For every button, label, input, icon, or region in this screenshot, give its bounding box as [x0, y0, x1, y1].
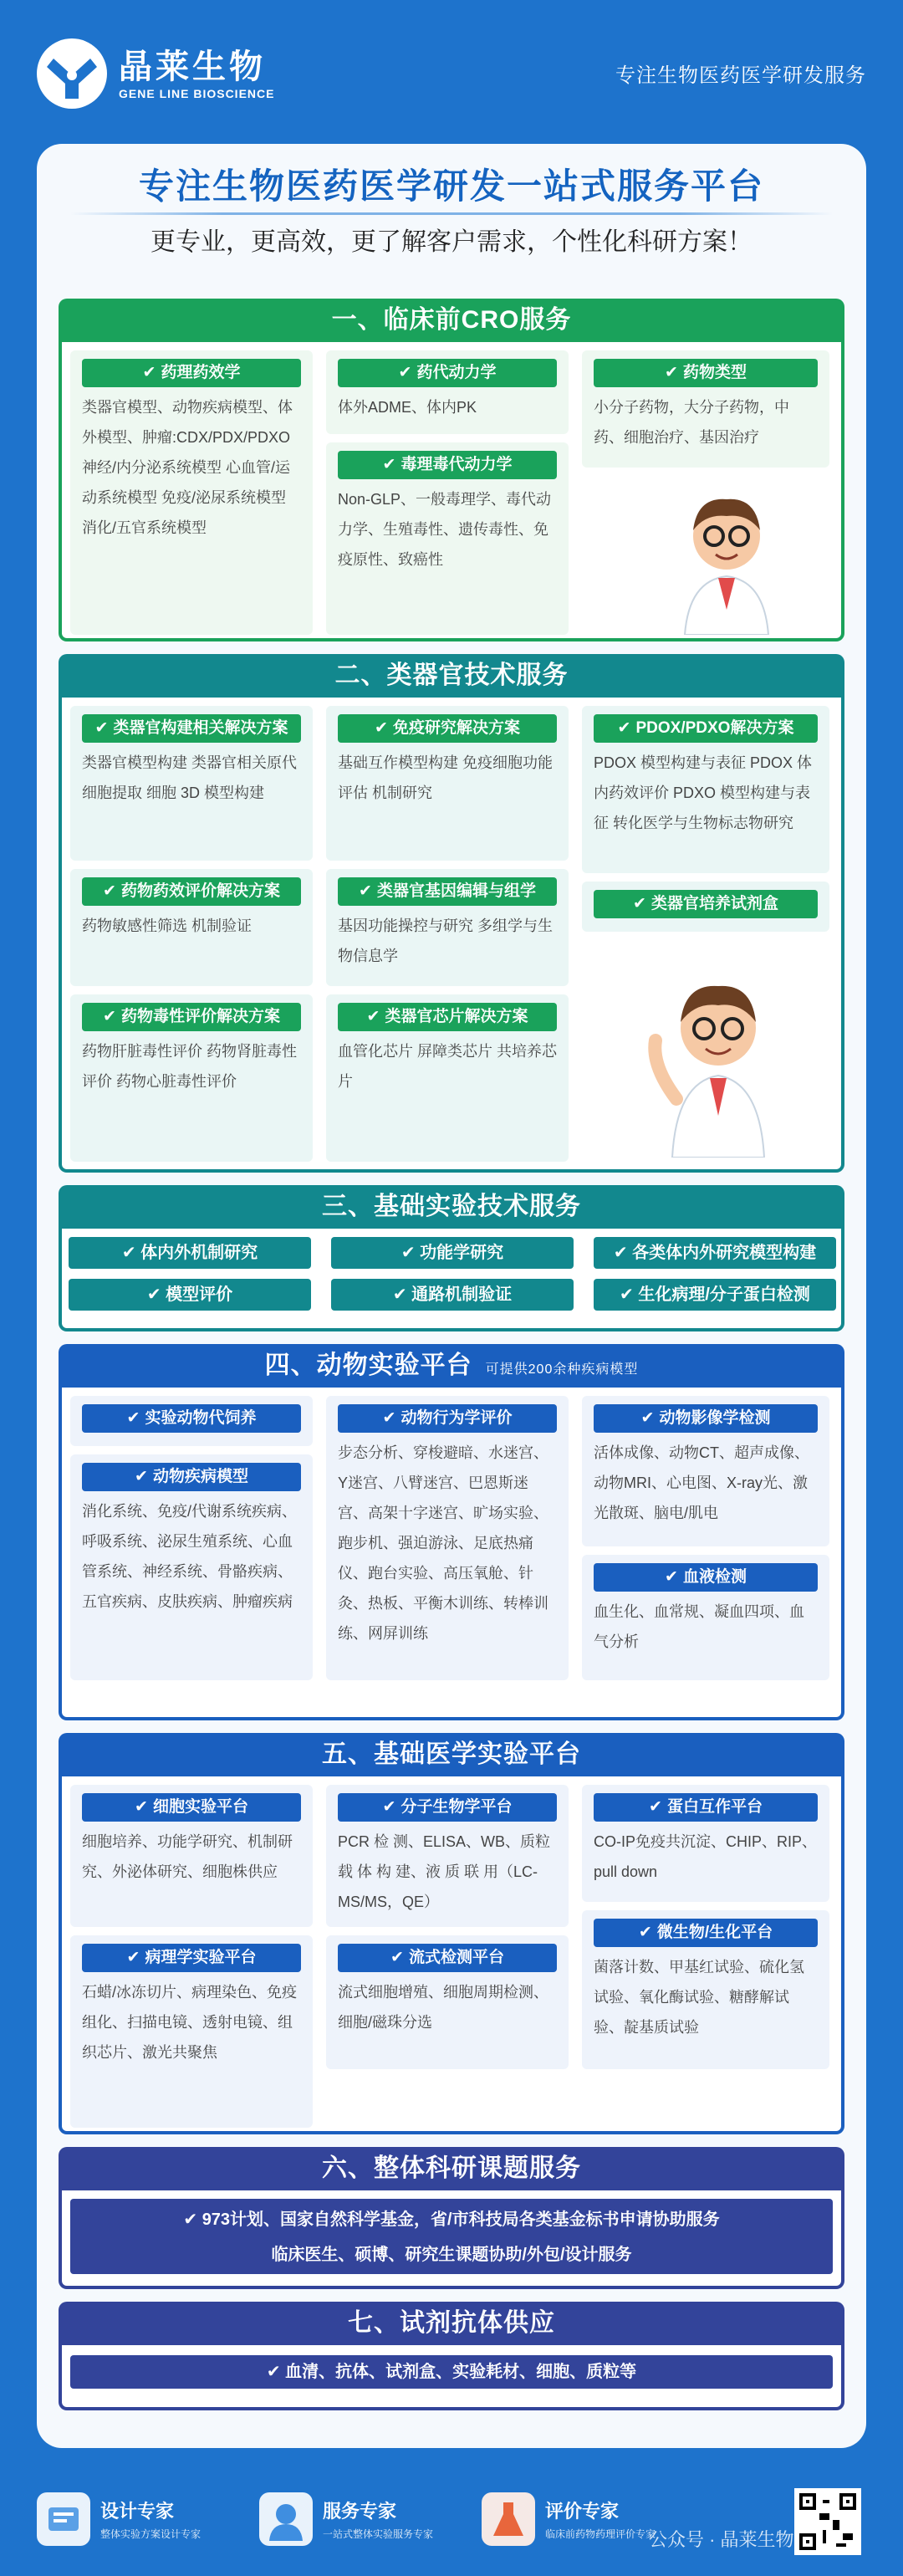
main-panel — [37, 144, 866, 2448]
card-text: 石蜡/冰冻切片、病理染色、免疫组化、扫描电镜、透射电镜、组织芯片、激光共聚焦 — [82, 1984, 297, 2061]
card-drug-types — [582, 350, 829, 468]
card-pharmacology — [70, 350, 313, 635]
tag-animal-housing[interactable]: ✔ 实验动物代饲养 — [82, 1404, 301, 1433]
card-text: PCR 检 测、ELISA、WB、质粒 载 体 构 建、液 质 联 用（LC-MS/MS，QE） — [338, 1833, 551, 1910]
check-icon: ✔ — [382, 1409, 396, 1427]
footer — [0, 2459, 903, 2576]
qr-code[interactable] — [794, 2488, 861, 2555]
card-protein — [582, 1785, 829, 1902]
check-icon: ✔ — [398, 364, 412, 381]
tag-drug-types[interactable]: ✔ 药物类型 — [594, 359, 818, 387]
check-icon: ✔ — [142, 364, 156, 381]
card-pk — [326, 350, 569, 434]
section-title: 二、类器官技术服务 — [334, 662, 569, 689]
tag-flow[interactable]: ✔ 流式检测平台 — [338, 1944, 557, 1972]
section-reagents — [59, 2302, 844, 2410]
card-text: 菌落计数、甲基红试验、硫化氢试验、氧化酶试验、糖酵解试验、靛基质试验 — [594, 1959, 804, 2036]
section-title: 七、试剂抗体供应 — [348, 2309, 555, 2337]
check-icon: ✔ — [359, 882, 372, 900]
card-immune — [326, 706, 569, 861]
card-organ-chip — [326, 994, 569, 1162]
card-text: 类器官模型构建 类器官相关原代细胞提取 细胞 3D 模型构建 — [82, 754, 297, 801]
service-btn[interactable]: ✔ 各类体内外研究模型构建 — [594, 1237, 836, 1269]
tag-pk[interactable]: ✔ 药代动力学 — [338, 359, 557, 387]
tag-organ-chip[interactable]: ✔ 类器官芯片解决方案 — [338, 1003, 557, 1031]
card-culture-kit — [582, 882, 829, 932]
service-btn[interactable]: ✔ 体内外机制研究 — [69, 1237, 311, 1269]
card-toxicity — [70, 994, 313, 1162]
service-btn[interactable]: ✔ 通路机制验证 — [331, 1279, 574, 1311]
section-basic-tech — [59, 1185, 844, 1331]
footer-sub: 临床前药物药理评价专家 — [545, 2528, 656, 2540]
card-animal-housing — [70, 1396, 313, 1446]
header — [0, 0, 903, 144]
card-imaging — [582, 1396, 829, 1546]
tag-culture-kit[interactable]: ✔ 类器官培养试剂盒 — [594, 890, 818, 918]
section-title: 三、基础实验技术服务 — [322, 1193, 581, 1220]
tag-pdox[interactable]: ✔ PDOX/PDXO解决方案 — [594, 714, 818, 743]
check-icon: ✔ — [382, 456, 396, 473]
check-icon: ✔ — [135, 1798, 148, 1816]
card-pathology — [70, 1935, 313, 2128]
check-icon: ✔ — [103, 882, 116, 900]
card-text: 活体成像、动物CT、超声成像、动物MRI、心电图、X-ray光、激光散斑、脑电/肌电 — [594, 1444, 809, 1521]
card-organoid-construction — [70, 706, 313, 861]
tag-toxicity[interactable]: ✔ 药物毒性评价解决方案 — [82, 1003, 301, 1031]
research-service-box[interactable]: ✔ 973计划、国家自然科学基金，省/市科技局各类基金标书申请协助服务 临床医生、硕博、研究生课题协助/外包/设计服务 — [70, 2199, 833, 2274]
service-btn[interactable]: ✔ 模型评价 — [69, 1279, 311, 1311]
card-toxicology — [326, 442, 569, 635]
card-text: PDOX 模型构建与表征 PDOX 体内药效评价 PDXO 模型构建与表征 转化医学与生物标志物研究 — [594, 754, 813, 831]
card-text: 药物肝脏毒性评价 药物肾脏毒性评价 药物心脏毒性评价 — [82, 1043, 297, 1090]
tag-imaging[interactable]: ✔ 动物影像学检测 — [594, 1404, 818, 1433]
section-title: 一、临床前CRO服务 — [331, 306, 572, 334]
logo-icon — [37, 38, 107, 109]
footer-title: 评价专家 — [545, 2501, 620, 2522]
doctor-illustration — [664, 484, 789, 639]
logo-cn: 晶莱生物 — [119, 49, 266, 85]
footer-title: 服务专家 — [323, 2501, 397, 2522]
section-basic-medicine — [59, 1733, 844, 2134]
tag-efficacy[interactable]: ✔ 药物药效评价解决方案 — [82, 877, 301, 906]
card-text: 细胞培养、功能学研究、机制研究、外泌体研究、细胞株供应 — [82, 1833, 293, 1880]
card-blood — [582, 1555, 829, 1680]
service-btn[interactable]: ✔ 功能学研究 — [331, 1237, 574, 1269]
footer-title: 设计专家 — [100, 2501, 175, 2522]
tag-pharmacology[interactable]: ✔ 药理药效学 — [82, 359, 301, 387]
card-text: 血生化、血常规、凝血四项、血气分析 — [594, 1603, 804, 1650]
card-text: 消化系统、免疫/代谢系统疾病、呼吸系统、泌尿生殖系统、心血管系统、神经系统、骨骼疾病、五官疾病、皮肤疾病、肿瘤疾病 — [82, 1503, 297, 1610]
check-icon: ✔ — [135, 1468, 148, 1485]
flask-icon — [482, 2492, 535, 2546]
check-icon: ✔ — [126, 1949, 140, 1966]
card-text: 药物敏感性筛选 机制验证 — [82, 917, 252, 934]
card-molecular — [326, 1785, 569, 1927]
card-text: 基础互作模型构建 免疫细胞功能评估 机制研究 — [338, 754, 553, 801]
header-slogan: 专注生物医药医学研发服务 — [615, 64, 866, 87]
footer-service-expert[interactable] — [259, 2492, 433, 2546]
section-research-project — [59, 2147, 844, 2289]
check-icon: ✔ — [94, 719, 109, 737]
tag-gene-editing[interactable]: ✔ 类器官基因编辑与组学 — [338, 877, 557, 906]
design-icon — [37, 2492, 90, 2546]
card-cell — [70, 1785, 313, 1927]
check-icon: ✔ — [640, 1409, 655, 1427]
card-text: 体外ADME、体内PK — [338, 399, 477, 416]
card-text: Non-GLP、一般毒理学、毒代动力学、生殖毒性、遗传毒性、免疫原性、致癌性 — [338, 491, 552, 568]
tag-pathology[interactable]: ✔ 病理学实验平台 — [82, 1944, 301, 1972]
card-behavior — [326, 1396, 569, 1680]
card-text: 小分子药物，大分子药物，中药、细胞治疗、基因治疗 — [594, 399, 789, 446]
check-icon: ✔ — [638, 1924, 652, 1941]
footer-design-expert[interactable] — [37, 2492, 201, 2546]
reagent-service-box[interactable]: ✔ 血清、抗体、试剂盒、实验耗材、细胞、质粒等 — [70, 2355, 833, 2389]
brand-logo[interactable] — [37, 38, 274, 109]
section-organoid — [59, 654, 844, 1173]
page-title: 专注生物医药医学研发一站式服务平台 — [138, 166, 764, 206]
tag-microbio[interactable]: ✔ 微生物/生化平台 — [594, 1919, 818, 1947]
check-icon: ✔ — [375, 719, 388, 737]
footer-sub: 整体实验方案设计专家 — [100, 2528, 202, 2540]
card-text: 类器官模型、动物疾病模型、体外模型、肿瘤:CDX/PDX/PDXO 神经/内分泌系统模型 心血管/运动系统模型 免疫/泌尿系统模型 消化/五官系统模型 — [82, 399, 293, 536]
card-text: 血管化芯片 屏障类芯片 共培养芯片 — [338, 1043, 558, 1090]
card-text: CO-IP免疫共沉淀、CHIP、RIP、pull down — [594, 1833, 818, 1880]
check-icon: ✔ — [366, 1008, 380, 1025]
card-pdox — [582, 706, 829, 873]
title-divider — [70, 212, 833, 215]
tag-organoid-construction[interactable]: ✔ 类器官构建相关解决方案 — [82, 714, 301, 743]
check-icon: ✔ — [103, 1008, 116, 1025]
check-icon: ✔ — [633, 895, 646, 912]
tag-blood[interactable]: ✔ 血液检测 — [594, 1563, 818, 1592]
section-animal — [59, 1344, 844, 1720]
tag-cell[interactable]: ✔ 细胞实验平台 — [82, 1793, 301, 1822]
check-icon: ✔ — [665, 1568, 678, 1586]
card-gene-editing — [326, 869, 569, 986]
tag-behavior[interactable]: ✔ 动物行为学评价 — [338, 1404, 557, 1433]
section-title: 五、基础医学实验平台 — [322, 1740, 581, 1768]
tag-protein[interactable]: ✔ 蛋白互作平台 — [594, 1793, 818, 1822]
card-text: 流式细胞增殖、细胞周期检测、细胞/磁珠分选 — [338, 1984, 548, 2031]
tag-molecular[interactable]: ✔ 分子生物学平台 — [338, 1793, 557, 1822]
check-icon: ✔ — [126, 1409, 140, 1427]
card-text: 基因功能操控与研究 多组学与生物信息学 — [338, 917, 553, 964]
service-icon — [259, 2492, 313, 2546]
service-btn[interactable]: ✔ 生化病理/分子蛋白检测 — [594, 1279, 836, 1311]
check-icon: ✔ — [382, 1798, 396, 1816]
page-subtitle: 更专业，更高效，更了解客户需求，个性化科研方案！ — [150, 228, 752, 256]
tag-toxicology[interactable]: ✔ 毒理毒代动力学 — [338, 451, 557, 479]
check-icon: ✔ — [617, 719, 631, 737]
footer-sub: 一站式整体实验服务专家 — [323, 2528, 434, 2540]
card-microbio — [582, 1910, 829, 2069]
card-efficacy — [70, 869, 313, 986]
tag-disease-model[interactable]: ✔ 动物疾病模型 — [82, 1463, 301, 1491]
footer-eval-expert[interactable] — [482, 2492, 656, 2546]
wechat-watermark: 公众号 · 晶莱生物 — [649, 2529, 794, 2550]
doctor-illustration — [639, 948, 789, 1162]
section-title: 六、整体科研课题服务 — [322, 2154, 581, 2182]
check-icon: ✔ — [649, 1798, 662, 1816]
section-preclinical-cro — [59, 299, 844, 641]
check-icon: ✔ — [665, 364, 678, 381]
card-flow — [326, 1935, 569, 2069]
card-disease-model — [70, 1454, 313, 1680]
card-text: 步态分析、穿梭避暗、水迷宫、Y迷宫、八臂迷宫、巴恩斯迷宫、高架十字迷宫、旷场实验、跑步机、强迫游泳、足底热痛仪、跑台实验、高压氧舱、针灸、热板、平衡木训练、转棒训练、网屏训练 — [338, 1444, 548, 1642]
check-icon: ✔ — [390, 1949, 404, 1966]
section-title: 四、动物实验平台 可提供200余种疾病模型 — [264, 1352, 639, 1379]
tag-immune[interactable]: ✔ 免疫研究解决方案 — [338, 714, 557, 743]
section-note: 可提供200余种疾病模型 — [485, 1362, 639, 1377]
logo-en: GENE LINE BIOSCIENCE — [119, 87, 275, 100]
